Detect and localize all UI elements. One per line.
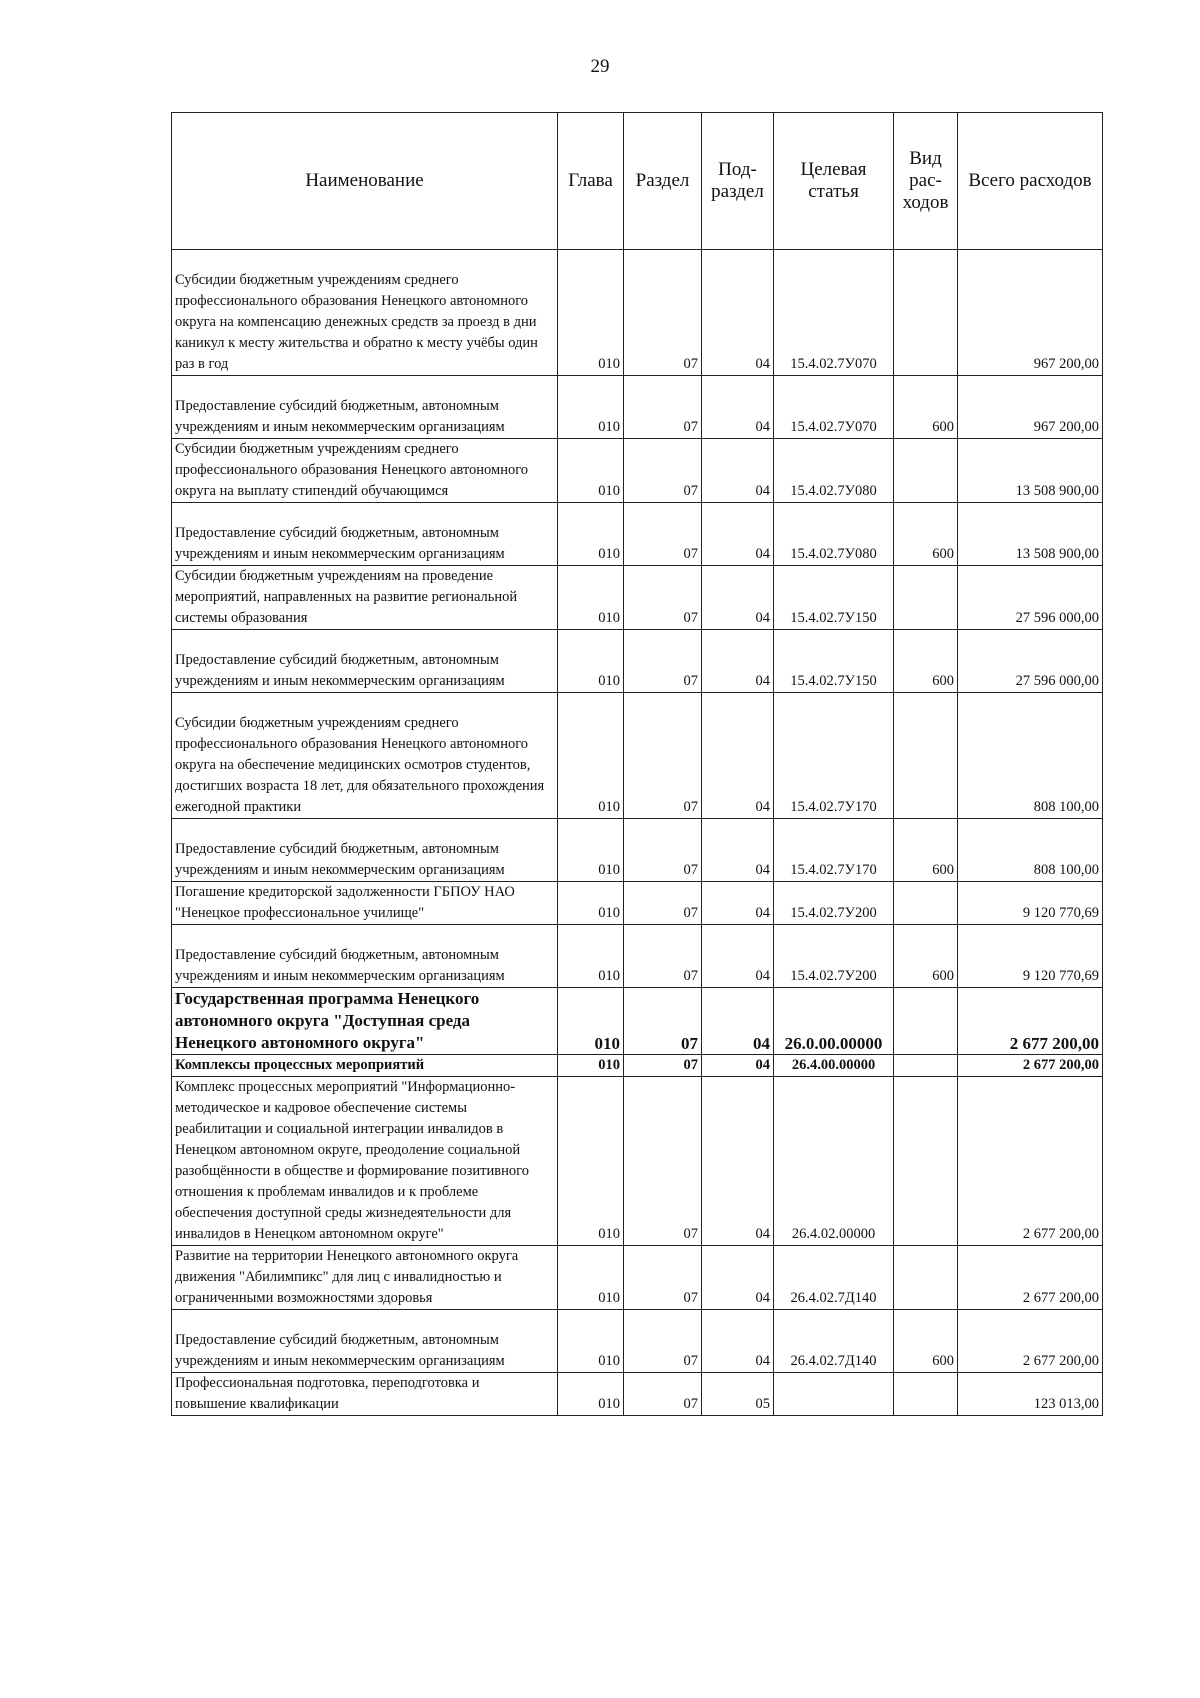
row-target: 26.4.02.00000 [774,1077,894,1246]
row-total: 2 677 200,00 [958,1246,1103,1310]
row-section: 07 [624,1246,702,1310]
row-section: 07 [624,1055,702,1077]
table-row [172,250,1103,376]
row-total: 13 508 900,00 [958,439,1103,503]
row-section: 07 [624,630,702,693]
row-name: Предоставление субсидий бюджетным, автономным учреждениям и иным некоммерческим организациям [172,630,558,693]
row-chapter: 010 [558,1246,624,1310]
table-row [172,1373,1103,1416]
row-name: Предоставление субсидий бюджетным, автономным учреждениям и иным некоммерческим организациям [172,376,558,439]
row-target: 15.4.02.7У170 [774,693,894,819]
row-name: Профессиональная подготовка, переподготовка и повышение квалификации [172,1373,558,1416]
row-subsection: 04 [702,503,774,566]
row-subsection: 05 [702,1373,774,1416]
row-subsection: 04 [702,988,774,1055]
row-name: Субсидии бюджетным учреждениям на проведение мероприятий, направленных на развитие региональной системы образования [172,566,558,630]
row-type [894,882,958,925]
row-subsection: 04 [702,1246,774,1310]
table-row [172,1310,1103,1373]
row-subsection: 04 [702,925,774,988]
row-section: 07 [624,882,702,925]
row-name: Комплекс процессных мероприятий "Информационно-методическое и кадровое обеспечение системы реабилитации и социальной интеграции инвалидов в Ненецком автономном округе, преодоление социальной разобщённости в обществе и формирование позитивного отношения к проблемам инвалидов и к проблеме обеспечения доступной среды жизнедеятельности для инвалидов в Ненецком автономном округе" [172,1077,558,1246]
table-row-program [172,988,1103,1055]
row-subsection: 04 [702,1055,774,1077]
row-chapter: 010 [558,1373,624,1416]
header-chapter: Глава [558,113,624,250]
header-subsection-line1: Под- [718,159,757,180]
row-type [894,693,958,819]
row-chapter: 010 [558,250,624,376]
row-chapter: 010 [558,376,624,439]
header-type-line2: рас- [909,170,942,191]
header-total: Всего расходов [958,113,1103,250]
table-row [172,376,1103,439]
row-name: Государственная программа Ненецкого автономного округа "Доступная среда Ненецкого автономного округа" [172,988,558,1055]
row-chapter: 010 [558,1077,624,1246]
row-section: 07 [624,819,702,882]
table-row-subtotal [172,1055,1103,1077]
row-section: 07 [624,988,702,1055]
row-subsection: 04 [702,693,774,819]
row-section: 07 [624,693,702,819]
header-type-line1: Вид [909,148,942,169]
row-total: 808 100,00 [958,693,1103,819]
row-section: 07 [624,376,702,439]
row-name: Предоставление субсидий бюджетным, автономным учреждениям и иным некоммерческим организациям [172,503,558,566]
row-subsection: 04 [702,630,774,693]
row-name: Предоставление субсидий бюджетным, автономным учреждениям и иным некоммерческим организациям [172,819,558,882]
table-row [172,439,1103,503]
row-type [894,1055,958,1077]
row-name: Субсидии бюджетным учреждениям среднего профессионального образования Ненецкого автономного округа на выплату стипендий обучающимся [172,439,558,503]
table-row [172,819,1103,882]
row-subsection: 04 [702,1077,774,1246]
row-name: Предоставление субсидий бюджетным, автономным учреждениям и иным некоммерческим организациям [172,1310,558,1373]
row-chapter: 010 [558,988,624,1055]
row-total: 123 013,00 [958,1373,1103,1416]
header-subsection-line2: раздел [711,181,764,202]
row-section: 07 [624,1077,702,1246]
row-section: 07 [624,250,702,376]
row-chapter: 010 [558,1310,624,1373]
row-total: 27 596 000,00 [958,566,1103,630]
row-chapter: 010 [558,819,624,882]
row-name: Развитие на территории Ненецкого автономного округа движения "Абилимпикс" для лиц с инвалидностью и ограниченными возможностями здоровья [172,1246,558,1310]
row-subsection: 04 [702,566,774,630]
row-target: 15.4.02.7У080 [774,439,894,503]
row-target: 15.4.02.7У200 [774,882,894,925]
header-type [894,113,958,250]
row-total: 2 677 200,00 [958,1077,1103,1246]
table-row [172,503,1103,566]
row-subsection: 04 [702,819,774,882]
row-target: 15.4.02.7У170 [774,819,894,882]
header-subsection [702,113,774,250]
row-chapter: 010 [558,925,624,988]
row-chapter: 010 [558,693,624,819]
row-total: 967 200,00 [958,376,1103,439]
row-total: 808 100,00 [958,819,1103,882]
row-target: 15.4.02.7У200 [774,925,894,988]
row-target: 15.4.02.7У070 [774,376,894,439]
row-total: 9 120 770,69 [958,882,1103,925]
page-number: 29 [590,56,610,77]
row-type [894,439,958,503]
header-name: Наименование [172,113,558,250]
header-type-line3: ходов [902,192,949,213]
row-total: 2 677 200,00 [958,1310,1103,1373]
row-type: 600 [894,1310,958,1373]
row-section: 07 [624,439,702,503]
row-target: 26.4.02.7Д140 [774,1310,894,1373]
header-row [172,113,1103,250]
row-total: 2 677 200,00 [958,988,1103,1055]
row-total: 27 596 000,00 [958,630,1103,693]
row-type: 600 [894,819,958,882]
table-row [172,925,1103,988]
row-target: 15.4.02.7У070 [774,250,894,376]
row-chapter: 010 [558,439,624,503]
row-total: 2 677 200,00 [958,1055,1103,1077]
row-type [894,1246,958,1310]
header-section: Раздел [624,113,702,250]
row-name: Комплексы процессных мероприятий [172,1055,558,1077]
row-chapter: 010 [558,566,624,630]
row-type [894,988,958,1055]
table-row [172,882,1103,925]
header-target-line1: Целевая [800,159,867,180]
row-subsection: 04 [702,439,774,503]
table-row [172,1077,1103,1246]
row-subsection: 04 [702,250,774,376]
row-section: 07 [624,503,702,566]
row-name: Погашение кредиторской задолженности ГБПОУ НАО "Ненецкое профессиональное училище" [172,882,558,925]
budget-table [171,112,1103,1416]
row-subsection: 04 [702,376,774,439]
row-subsection: 04 [702,882,774,925]
row-section: 07 [624,925,702,988]
row-name: Предоставление субсидий бюджетным, автономным учреждениям и иным некоммерческим организациям [172,925,558,988]
row-name: Субсидии бюджетным учреждениям среднего профессионального образования Ненецкого автономного округа на обеспечение медицинских осмотров студентов, достигших возраста 18 лет, для обязательного прохождения ежегодной практики [172,693,558,819]
row-total: 13 508 900,00 [958,503,1103,566]
row-section: 07 [624,1373,702,1416]
row-chapter: 010 [558,882,624,925]
row-target: 15.4.02.7У150 [774,566,894,630]
row-type [894,1077,958,1246]
table-row [172,630,1103,693]
row-name: Субсидии бюджетным учреждениям среднего профессионального образования Ненецкого автономного округа на компенсацию денежных средств за проезд в дни каникул к месту жительства и обратно к месту учёбы один раз в год [172,250,558,376]
row-target [774,1373,894,1416]
row-subsection: 04 [702,1310,774,1373]
row-total: 967 200,00 [958,250,1103,376]
row-chapter: 010 [558,630,624,693]
table-row [172,1246,1103,1310]
row-target: 26.4.00.00000 [774,1055,894,1077]
table-row [172,566,1103,630]
table-row [172,693,1103,819]
row-type: 600 [894,503,958,566]
row-target: 15.4.02.7У150 [774,630,894,693]
row-section: 07 [624,566,702,630]
row-target: 15.4.02.7У080 [774,503,894,566]
row-total: 9 120 770,69 [958,925,1103,988]
row-type: 600 [894,925,958,988]
row-type: 600 [894,630,958,693]
row-type [894,1373,958,1416]
row-chapter: 010 [558,1055,624,1077]
row-target: 26.0.00.00000 [774,988,894,1055]
header-target-line2: статья [808,181,859,202]
row-section: 07 [624,1310,702,1373]
row-target: 26.4.02.7Д140 [774,1246,894,1310]
row-type [894,250,958,376]
row-type [894,566,958,630]
row-type: 600 [894,376,958,439]
header-target [774,113,894,250]
row-chapter: 010 [558,503,624,566]
